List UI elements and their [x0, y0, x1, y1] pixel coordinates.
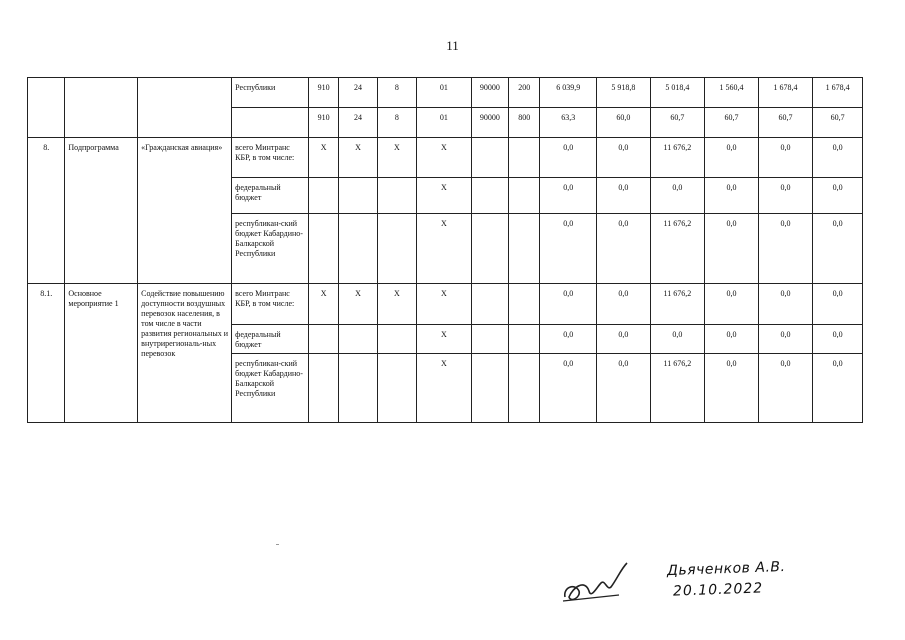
value-cell: 0,0 [540, 325, 597, 354]
value-cell: 0,0 [813, 284, 863, 325]
value-cell [509, 325, 540, 354]
item-title: «Гражданская авиация» [138, 138, 232, 284]
row-label-cell: всего Минтранс КБР, в том числе: [232, 138, 309, 178]
value-cell [339, 325, 377, 354]
value-cell: 1 678,4 [758, 78, 813, 108]
value-cell [339, 178, 377, 214]
value-cell: 0,0 [540, 138, 597, 178]
value-cell: X [417, 354, 472, 423]
value-cell: X [308, 284, 338, 325]
value-cell: 60,7 [705, 108, 759, 138]
row-label-cell: Республики [232, 78, 309, 108]
value-cell: 0,0 [813, 325, 863, 354]
value-cell: 8 [377, 78, 416, 108]
item-number: 8. [28, 138, 65, 284]
value-cell [308, 178, 338, 214]
value-cell: 0,0 [650, 325, 705, 354]
signature-scribble-icon [561, 557, 631, 607]
value-cell: 60,7 [650, 108, 705, 138]
value-cell: X [417, 284, 472, 325]
value-cell: 0,0 [705, 325, 759, 354]
value-cell: 90000 [471, 78, 508, 108]
value-cell: X [377, 138, 416, 178]
budget-table [27, 77, 863, 423]
value-cell: 0,0 [813, 138, 863, 178]
value-cell: 0,0 [813, 178, 863, 214]
value-cell [471, 325, 508, 354]
value-cell: 1 678,4 [813, 78, 863, 108]
value-cell [339, 214, 377, 284]
signature-area [555, 555, 815, 610]
value-cell: 60,7 [813, 108, 863, 138]
value-cell: X [417, 178, 472, 214]
value-cell: 0,0 [650, 178, 705, 214]
row-label-cell: федеральный бюджет [232, 325, 309, 354]
value-cell [339, 354, 377, 423]
value-cell: 0,0 [758, 138, 813, 178]
value-cell: 0,0 [540, 354, 597, 423]
value-cell: 0,0 [597, 354, 651, 423]
value-cell: 8 [377, 108, 416, 138]
value-cell: 0,0 [758, 178, 813, 214]
value-cell [377, 354, 416, 423]
value-cell [471, 284, 508, 325]
value-cell: 90000 [471, 108, 508, 138]
value-cell: 63,3 [540, 108, 597, 138]
value-cell: 6 039,9 [540, 78, 597, 108]
value-cell: 0,0 [540, 178, 597, 214]
value-cell: 5 918,8 [597, 78, 651, 108]
value-cell: 0,0 [597, 284, 651, 325]
value-cell [308, 354, 338, 423]
row-label-cell: республикан-ский бюджет Кабардино-Балкарской Республики [232, 354, 309, 423]
scan-speck [276, 544, 279, 545]
table-row [28, 78, 863, 108]
value-cell: 24 [339, 108, 377, 138]
value-cell: 60,7 [758, 108, 813, 138]
value-cell: 1 560,4 [705, 78, 759, 108]
value-cell: 11 676,2 [650, 138, 705, 178]
value-cell: 0,0 [705, 284, 759, 325]
value-cell: 24 [339, 78, 377, 108]
page-number: 11 [446, 38, 459, 53]
value-cell: 0,0 [758, 325, 813, 354]
value-cell [377, 214, 416, 284]
value-cell: X [339, 138, 377, 178]
item-kind: Подпрограмма [65, 138, 138, 284]
value-cell: 5 018,4 [650, 78, 705, 108]
row-label-cell: всего Минтранс КБР, в том числе: [232, 284, 309, 325]
item-title: Содействие повышению доступности воздушных перевозок населения, в том числе в части развития региональных и внутрирегиональ-ных перевозок [138, 284, 232, 423]
row-label-cell: федеральный бюджет [232, 178, 309, 214]
row-label-cell: республикан-ский бюджет Кабардино-Балкарской Республики [232, 214, 309, 284]
value-cell: 0,0 [597, 138, 651, 178]
value-cell [509, 354, 540, 423]
value-cell [471, 214, 508, 284]
value-cell: 0,0 [813, 214, 863, 284]
value-cell [509, 214, 540, 284]
value-cell: 01 [417, 78, 472, 108]
value-cell: 0,0 [813, 354, 863, 423]
title-cell [138, 78, 232, 138]
value-cell: X [339, 284, 377, 325]
item-number: 8.1. [28, 284, 65, 423]
item-kind: Основное мероприятие 1 [65, 284, 138, 423]
table-row [28, 284, 863, 325]
value-cell: 910 [308, 78, 338, 108]
value-cell: 0,0 [540, 214, 597, 284]
value-cell: X [417, 214, 472, 284]
value-cell: 0,0 [705, 138, 759, 178]
value-cell: 0,0 [597, 178, 651, 214]
value-cell: X [377, 284, 416, 325]
value-cell [471, 354, 508, 423]
signature-date: 20.10.2022 [672, 580, 764, 600]
value-cell: 60,0 [597, 108, 651, 138]
value-cell: X [417, 325, 472, 354]
value-cell [308, 214, 338, 284]
kind-cell [65, 78, 138, 138]
signature-name: Дьяченков А.В. [666, 558, 786, 580]
row-label-cell [232, 108, 309, 138]
value-cell [308, 325, 338, 354]
value-cell: X [417, 138, 472, 178]
value-cell: 0,0 [758, 214, 813, 284]
value-cell: 910 [308, 108, 338, 138]
value-cell: 800 [509, 108, 540, 138]
value-cell [509, 138, 540, 178]
value-cell: 01 [417, 108, 472, 138]
table-row [28, 138, 863, 178]
value-cell: 0,0 [705, 354, 759, 423]
value-cell: 0,0 [540, 284, 597, 325]
value-cell [377, 178, 416, 214]
value-cell [471, 138, 508, 178]
value-cell [377, 325, 416, 354]
value-cell: 0,0 [705, 178, 759, 214]
value-cell: 11 676,2 [650, 214, 705, 284]
num-cell [28, 78, 65, 138]
value-cell: 0,0 [705, 214, 759, 284]
value-cell: 11 676,2 [650, 354, 705, 423]
value-cell [471, 178, 508, 214]
value-cell: 0,0 [758, 284, 813, 325]
value-cell: 11 676,2 [650, 284, 705, 325]
value-cell [509, 178, 540, 214]
value-cell: X [308, 138, 338, 178]
value-cell: 0,0 [597, 325, 651, 354]
value-cell [509, 284, 540, 325]
value-cell: 200 [509, 78, 540, 108]
value-cell: 0,0 [597, 214, 651, 284]
value-cell: 0,0 [758, 354, 813, 423]
